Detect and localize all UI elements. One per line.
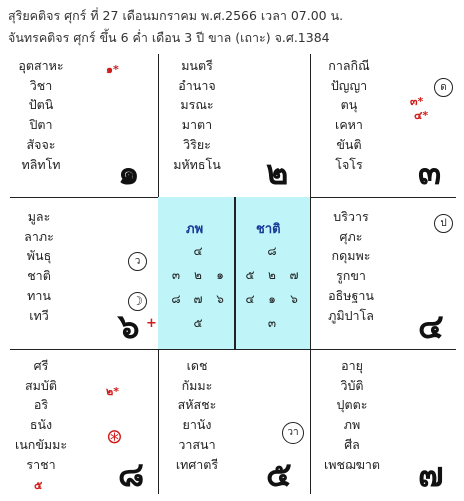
house-item: วิบัติ [340,377,364,393]
house-8-list [10,356,72,474]
house-item: เทศาตรี [175,456,219,472]
house-item: ภพ [343,417,361,433]
house-3-list [320,56,378,174]
house-item: สัจจะ [26,136,56,152]
house-item: เดช [186,358,208,373]
house-item: มาตา [181,117,213,133]
house-item: กัมมะ [181,377,213,393]
house-item: ปัตนิ [28,97,54,113]
sun-symbol-icon: ⊛ [106,424,123,448]
center-right-title: ชาติ [256,222,281,237]
house-1-list [10,56,72,174]
house-8-bottom-mark: ๕ [34,479,43,492]
house-item: ปุตตะ [336,397,368,413]
center-divider [234,197,236,349]
house-item: ยานัง [182,417,212,433]
center-left-digit: ๕ [193,316,203,330]
center-left-digit: ๗ [193,292,203,306]
house-item: ศีล [344,436,360,452]
center-left-digit: ๒ [194,268,202,282]
house-6-list [10,207,68,325]
house-7-list [320,356,384,474]
solar-date-line: สุริยคติจร ศุกร์ ที่ 27 เดือนมกราคม พ.ศ.2566 เวลา 07.00 น. [8,8,344,23]
center-right-digit: ๗ [289,268,299,282]
house-item: ศรี [33,358,49,373]
house-2-list [168,56,226,174]
house-4-planet-circle: ป [434,214,453,233]
house-1-number: ๑ [118,153,140,193]
grid-line [10,349,456,350]
house-item: โจโร [335,156,363,172]
house-item: วิริยะ [183,136,211,152]
house-item: เพชฌฆาต [323,456,381,472]
house-item: ปิตา [29,117,53,133]
house-item: เทวี [29,307,49,323]
house-item: อายุ [341,358,363,373]
house-2-number: ๒ [266,153,289,193]
center-left-title: ภพ [186,222,204,237]
house-3-planet-mark: ๔* [414,109,429,122]
house-3-planet-circle: ด [434,78,453,97]
house-7-number: ๗ [418,455,444,495]
house-8-number: ๘ [118,455,145,495]
center-right-digit: ๖ [290,292,298,306]
house-item: ขันติ [336,136,362,152]
center-right-digit: ๕ [245,268,255,282]
center-left-digit: ๘ [171,292,181,306]
center-left-digit: ๓ [171,268,181,282]
center-right-digit: ๑ [268,292,276,306]
house-item: วิชา [29,77,53,93]
house-item: ทลิทโท [21,156,61,172]
house-item: สมบัติ [25,377,57,393]
house-4-list [320,207,382,325]
house-item: เนกขัมมะ [14,436,68,452]
house-item: เคหา [335,117,363,133]
house-1-planet-mark: ๑* [106,63,119,76]
house-item: อำนาจ [178,77,216,93]
house-item: อุตสาหะ [18,58,64,73]
house-item: มูละ [27,209,51,224]
house-6-number: ๖ [118,307,140,347]
center-left-digit: ๔ [193,244,203,258]
lunar-date-line: จันทรคติจร ศุกร์ ขึ้น 6 ค่ำ เดือน 3 ปี ขาล (เถาะ) จ.ศ.1384 [8,30,330,45]
house-8-planet-mark: ๒* [106,385,120,398]
house-item: ศุภะ [339,228,363,244]
house-item: มนตรี [181,58,213,73]
house-5-number: ๕ [266,455,292,495]
house-item: ราชา [26,456,56,472]
house-item: สหัสชะ [177,397,217,413]
grid-line [310,54,311,494]
house-4-number: ๔ [418,307,444,347]
house-item: ปัญญา [330,77,368,93]
house-item: ธนัง [29,417,53,433]
center-right-digit: ๔ [245,292,255,306]
house-item: อธิษฐาน [328,287,374,303]
house-item: ทาน [27,287,51,303]
house-3-planet-mark: ๓* [410,95,424,108]
house-item: อริ [33,397,49,413]
house-5-list [168,356,226,474]
house-item: วาสนา [178,436,216,452]
house-item: พันธุ [26,248,52,264]
house-item: มรณะ [180,97,214,113]
center-left-digit: ๖ [216,292,224,306]
house-6-plus-mark: + [146,316,157,331]
house-5-planet-circle: วา [282,422,304,444]
horoscope-grid [10,54,456,494]
house-item: ลาภะ [24,228,54,244]
house-item: รูกขา [336,268,366,284]
house-item: มหัทธโน [173,156,221,172]
house-item: บริวาร [333,209,369,224]
center-left-digit: ๑ [216,268,224,282]
house-6-planet-circle: ว [128,252,147,271]
house-item: กาลกิณี [328,58,370,73]
center-right-digit: ๒ [268,268,276,282]
house-item: ตนุ [340,97,358,113]
house-3-number: ๓ [418,153,442,193]
moon-icon: ☽ [128,292,147,311]
center-right-digit: ๓ [267,316,277,330]
house-item: กดุมพะ [331,248,371,264]
house-item: ชาติ [27,268,51,284]
house-item: ภูมิปาโล [328,307,374,323]
center-right-digit: ๘ [267,244,277,258]
